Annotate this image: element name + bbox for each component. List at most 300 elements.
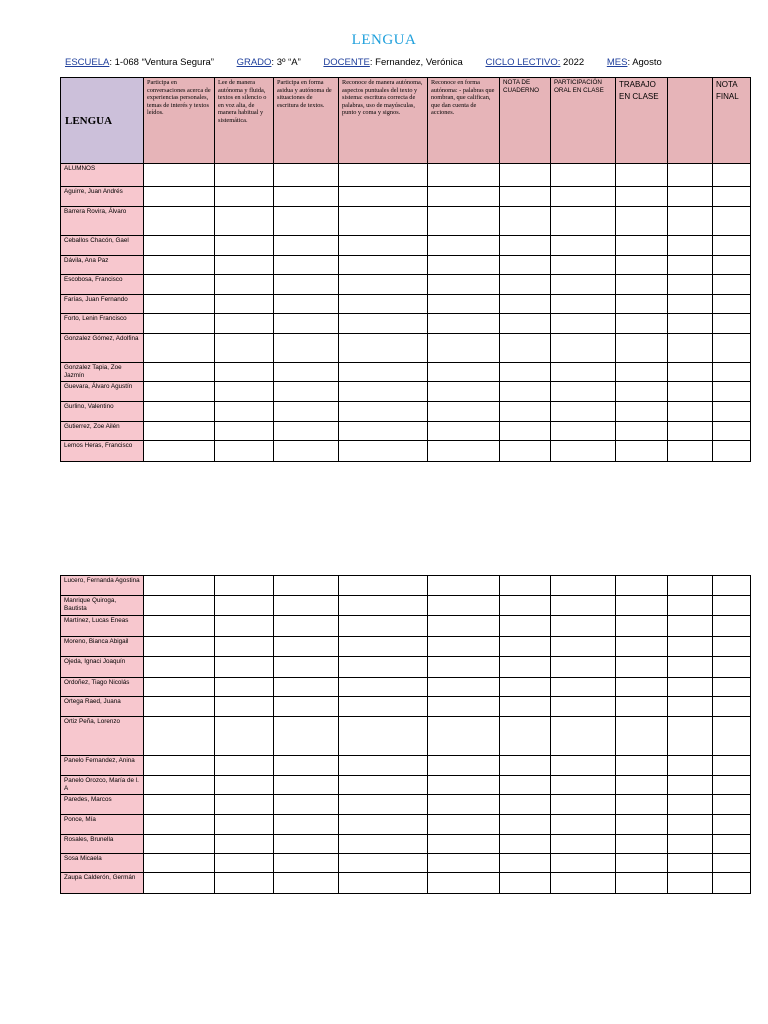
grade-cell[interactable] (551, 697, 616, 717)
grade-cell[interactable] (274, 576, 339, 596)
grade-cell[interactable] (339, 236, 428, 256)
student-row (61, 382, 751, 402)
grade-cell[interactable] (551, 717, 616, 756)
grade-cell[interactable] (274, 314, 339, 334)
grade-cell[interactable] (668, 873, 713, 894)
grade-cell[interactable] (668, 596, 713, 616)
grade-cell[interactable] (215, 873, 274, 894)
grade-cell[interactable] (144, 576, 215, 596)
grade-cell[interactable] (428, 314, 500, 334)
grade-cell[interactable] (144, 295, 215, 314)
grade-cell[interactable] (551, 854, 616, 873)
grade-cell[interactable] (144, 236, 215, 256)
year-value: 2022 (560, 57, 585, 68)
grade-cell[interactable] (616, 717, 668, 756)
grade-cell[interactable] (713, 422, 751, 441)
grade-cell[interactable] (500, 275, 551, 295)
grade-cell[interactable] (428, 776, 500, 795)
grade-cell[interactable] (274, 756, 339, 776)
grade-cell[interactable] (500, 697, 551, 717)
grade-cell[interactable] (668, 334, 713, 363)
grade-cell[interactable] (144, 697, 215, 717)
grade-cell[interactable] (500, 441, 551, 462)
grade-cell[interactable] (215, 835, 274, 854)
grade-cell[interactable] (144, 776, 215, 795)
grade-cell[interactable] (274, 776, 339, 795)
grade-cell[interactable] (713, 776, 751, 795)
grade-cell[interactable] (339, 835, 428, 854)
column-header: PARTICIPACIÓN ORAL EN CLASE (551, 78, 616, 164)
grade-cell[interactable] (551, 873, 616, 894)
grade-cell[interactable] (500, 776, 551, 795)
alumnos-row (61, 164, 751, 187)
grade-cell[interactable] (616, 637, 668, 657)
grade-cell[interactable] (428, 295, 500, 314)
grade-cell[interactable] (500, 207, 551, 236)
grade-cell[interactable] (274, 873, 339, 894)
grade-cell[interactable] (616, 441, 668, 462)
grade-cell[interactable] (339, 873, 428, 894)
grade-cell[interactable] (144, 314, 215, 334)
grade-cell[interactable] (616, 873, 668, 894)
grade-cell[interactable] (144, 382, 215, 402)
grade-cell[interactable] (713, 576, 751, 596)
grade-cell[interactable] (428, 678, 500, 697)
student-row (61, 795, 751, 815)
student-name: Lemos Heras, Francisco (61, 441, 144, 462)
grade-cell[interactable] (428, 697, 500, 717)
grade-cell[interactable] (215, 795, 274, 815)
grade-cell[interactable] (500, 657, 551, 678)
grade-cell[interactable] (500, 402, 551, 422)
month-label: MES (606, 57, 628, 68)
grade-cell[interactable] (339, 657, 428, 678)
grade-cell[interactable] (215, 717, 274, 756)
grade-cell[interactable] (339, 576, 428, 596)
grade-cell[interactable] (274, 256, 339, 275)
grade-cell[interactable] (215, 314, 274, 334)
grade-cell[interactable] (551, 422, 616, 441)
grade-cell[interactable] (274, 678, 339, 697)
grade-cell[interactable] (713, 275, 751, 295)
grade-cell[interactable] (668, 207, 713, 236)
grade-cell[interactable] (668, 678, 713, 697)
grade-cell[interactable] (428, 616, 500, 637)
grade-cell[interactable] (428, 815, 500, 835)
grade-cell[interactable] (551, 576, 616, 596)
grade-cell[interactable] (339, 596, 428, 616)
grade-cell[interactable] (713, 402, 751, 422)
grade-cell[interactable] (500, 256, 551, 275)
grade-cell[interactable] (274, 854, 339, 873)
grade-cell[interactable] (274, 187, 339, 207)
grade-cell[interactable] (215, 334, 274, 363)
grade-cell[interactable] (339, 382, 428, 402)
grade-cell[interactable] (551, 334, 616, 363)
grade-cell[interactable] (668, 382, 713, 402)
student-name: Escobosa, Francisco (61, 275, 144, 295)
student-name: Ortega Raed, Juana (61, 697, 144, 717)
grade-cell[interactable] (616, 422, 668, 441)
grade-cell[interactable] (500, 815, 551, 835)
grade-cell[interactable] (616, 382, 668, 402)
grade-cell[interactable] (339, 815, 428, 835)
grade-cell[interactable] (274, 363, 339, 382)
grade-cell[interactable] (500, 616, 551, 637)
grade-cell[interactable] (339, 402, 428, 422)
grade-cell[interactable] (215, 402, 274, 422)
grade-cell[interactable] (215, 422, 274, 441)
grade-cell[interactable] (339, 637, 428, 657)
grade-cell[interactable] (551, 402, 616, 422)
grade-cell[interactable] (500, 422, 551, 441)
grade-cell[interactable] (616, 236, 668, 256)
grade-cell[interactable] (144, 637, 215, 657)
grade-cell[interactable] (551, 616, 616, 637)
grade-cell[interactable] (551, 256, 616, 275)
grade-cell[interactable] (668, 402, 713, 422)
grade-cell[interactable] (428, 835, 500, 854)
grade-cell[interactable] (428, 275, 500, 295)
grade-cell[interactable] (274, 795, 339, 815)
grade-cell[interactable] (428, 576, 500, 596)
grade-cell[interactable] (274, 596, 339, 616)
grade-cell[interactable] (339, 275, 428, 295)
grade-cell[interactable] (713, 835, 751, 854)
grade-cell[interactable] (339, 795, 428, 815)
grade-cell[interactable] (668, 756, 713, 776)
grade-cell[interactable] (713, 616, 751, 637)
grade-cell[interactable] (616, 678, 668, 697)
page-title: LENGUA (351, 32, 417, 48)
grade-cell[interactable] (616, 815, 668, 835)
grade-cell[interactable] (274, 616, 339, 637)
grade-cell[interactable] (339, 422, 428, 441)
grade-cell[interactable] (274, 835, 339, 854)
grade-cell[interactable] (616, 835, 668, 854)
student-name: Gurlino, Valentino (61, 402, 144, 422)
grade-cell[interactable] (339, 441, 428, 462)
grade-cell[interactable] (428, 756, 500, 776)
grade-cell[interactable] (500, 596, 551, 616)
grade-cell[interactable] (500, 873, 551, 894)
student-name: Dávila, Ana Paz (61, 256, 144, 275)
grade-cell[interactable] (616, 697, 668, 717)
grade-cell[interactable] (668, 776, 713, 795)
grade-cell[interactable] (500, 295, 551, 314)
grade-cell[interactable] (339, 717, 428, 756)
grade-cell[interactable] (616, 576, 668, 596)
column-header: Participa en conversaciones acerca de experiencias personales, temas de interés y textos leídos. (144, 78, 215, 164)
grade-cell[interactable] (144, 334, 215, 363)
grade-cell[interactable] (713, 207, 751, 236)
grade-cell[interactable] (215, 776, 274, 795)
grade-cell[interactable] (215, 441, 274, 462)
grade-cell[interactable] (668, 795, 713, 815)
grade-cell[interactable] (215, 697, 274, 717)
grade-cell[interactable] (339, 314, 428, 334)
grade-cell[interactable] (616, 854, 668, 873)
grade-cell[interactable] (668, 717, 713, 756)
grade-cell[interactable] (144, 756, 215, 776)
grade-cell[interactable] (668, 236, 713, 256)
grade-cell[interactable] (215, 256, 274, 275)
grade-cell[interactable] (339, 756, 428, 776)
grade-cell[interactable] (616, 187, 668, 207)
info-line (65, 57, 755, 68)
grade-cell[interactable] (500, 187, 551, 207)
grade-cell[interactable] (144, 854, 215, 873)
grade-cell[interactable] (616, 776, 668, 795)
grade-cell[interactable] (551, 795, 616, 815)
grade-cell[interactable] (339, 697, 428, 717)
grade-cell[interactable] (713, 187, 751, 207)
grade-cell[interactable] (616, 314, 668, 334)
grade-cell[interactable] (428, 637, 500, 657)
grade-cell[interactable] (713, 637, 751, 657)
grade-cell[interactable] (215, 756, 274, 776)
grade-cell[interactable] (500, 795, 551, 815)
grade-cell[interactable] (339, 334, 428, 363)
grade-cell[interactable] (616, 402, 668, 422)
grade-cell[interactable] (551, 776, 616, 795)
grade-cell[interactable] (144, 835, 215, 854)
grade-cell[interactable] (713, 382, 751, 402)
grade-cell[interactable] (215, 207, 274, 236)
grade-cell[interactable] (428, 382, 500, 402)
grade-cell[interactable] (274, 657, 339, 678)
grade-cell[interactable] (274, 637, 339, 657)
grade-cell[interactable] (144, 402, 215, 422)
grade-cell[interactable] (616, 657, 668, 678)
grade-cell[interactable] (551, 207, 616, 236)
grade-cell[interactable] (274, 717, 339, 756)
grade-cell[interactable] (215, 187, 274, 207)
grade-cell[interactable] (616, 334, 668, 363)
grade-cell[interactable] (144, 717, 215, 756)
grade-cell[interactable] (713, 256, 751, 275)
grade-cell[interactable] (500, 854, 551, 873)
grade-cell[interactable] (144, 363, 215, 382)
grade-cell[interactable] (144, 678, 215, 697)
grade-cell[interactable] (668, 657, 713, 678)
student-row (61, 207, 751, 236)
grade-cell[interactable] (144, 815, 215, 835)
grade-cell[interactable] (274, 697, 339, 717)
grade-cell[interactable] (551, 596, 616, 616)
grade-cell[interactable] (215, 236, 274, 256)
grade-cell[interactable] (616, 616, 668, 637)
grade-cell[interactable] (339, 256, 428, 275)
grade-cell[interactable] (428, 795, 500, 815)
grade-cell[interactable] (551, 441, 616, 462)
grade-cell[interactable] (713, 678, 751, 697)
grade-cell[interactable] (428, 256, 500, 275)
grade-cell[interactable] (500, 576, 551, 596)
grade-cell[interactable] (500, 678, 551, 697)
grade-cell[interactable] (551, 187, 616, 207)
grade-cell[interactable] (215, 678, 274, 697)
grade-cell[interactable] (339, 678, 428, 697)
grade-cell[interactable] (713, 334, 751, 363)
grades-table-page2 (60, 575, 751, 894)
grade-cell[interactable] (668, 616, 713, 637)
grade-cell[interactable] (616, 207, 668, 236)
grade-cell[interactable] (215, 382, 274, 402)
student-name: Gutierrez, Zoe Ailén (61, 422, 144, 441)
grade-cell[interactable] (215, 576, 274, 596)
grade-cell[interactable] (500, 334, 551, 363)
grade-cell[interactable] (500, 717, 551, 756)
grade-cell[interactable] (551, 295, 616, 314)
grade-cell[interactable] (668, 441, 713, 462)
grade-cell[interactable] (551, 637, 616, 657)
grade-cell[interactable] (274, 295, 339, 314)
grade-cell[interactable] (713, 815, 751, 835)
grade-cell[interactable] (551, 382, 616, 402)
grade-cell[interactable] (274, 422, 339, 441)
grade-cell[interactable] (616, 756, 668, 776)
grade-cell[interactable] (144, 256, 215, 275)
grade-cell[interactable] (551, 236, 616, 256)
grade-cell[interactable] (668, 314, 713, 334)
grade-cell[interactable] (713, 717, 751, 756)
grade-cell[interactable] (274, 402, 339, 422)
grade-cell[interactable] (339, 207, 428, 236)
grade-cell[interactable] (144, 275, 215, 295)
grade-cell[interactable] (551, 314, 616, 334)
column-header: NOTA DE CUADERNO (500, 78, 551, 164)
grade-cell[interactable] (616, 596, 668, 616)
grade-cell[interactable] (144, 795, 215, 815)
grade-cell[interactable] (668, 256, 713, 275)
grade-cell[interactable] (668, 576, 713, 596)
grade-cell[interactable] (339, 187, 428, 207)
grade-cell[interactable] (428, 402, 500, 422)
grade-cell[interactable] (274, 207, 339, 236)
grade-cell[interactable] (339, 616, 428, 637)
grade-cell[interactable] (551, 657, 616, 678)
grade-cell[interactable] (668, 295, 713, 314)
grade-cell[interactable] (500, 756, 551, 776)
grade-cell[interactable] (215, 616, 274, 637)
grade-cell[interactable] (551, 363, 616, 382)
grade-cell[interactable] (551, 275, 616, 295)
grade-cell[interactable] (144, 422, 215, 441)
grade-cell[interactable] (339, 854, 428, 873)
grade-cell[interactable] (551, 835, 616, 854)
grade-cell[interactable] (668, 422, 713, 441)
grade-cell[interactable] (428, 236, 500, 256)
grade-cell[interactable] (144, 873, 215, 894)
grade-value: : 3º “A” (271, 57, 301, 68)
grade-cell[interactable] (274, 382, 339, 402)
grade-cell[interactable] (144, 657, 215, 678)
grade-cell[interactable] (668, 835, 713, 854)
grade-cell[interactable] (215, 295, 274, 314)
grade-cell[interactable] (713, 854, 751, 873)
grade-cell[interactable] (616, 363, 668, 382)
grade-cell[interactable] (616, 275, 668, 295)
grade-cell[interactable] (713, 295, 751, 314)
grade-cell[interactable] (339, 776, 428, 795)
grade-cell[interactable] (144, 441, 215, 462)
grade-cell[interactable] (428, 441, 500, 462)
grade-cell[interactable] (428, 854, 500, 873)
grade-cell[interactable] (500, 236, 551, 256)
grade-cell[interactable] (500, 637, 551, 657)
grade-cell[interactable] (215, 596, 274, 616)
grade-cell[interactable] (668, 854, 713, 873)
grade-cell[interactable] (428, 717, 500, 756)
grade-cell[interactable] (713, 236, 751, 256)
grade-cell[interactable] (551, 815, 616, 835)
grade-cell[interactable] (668, 275, 713, 295)
grade-cell[interactable] (339, 295, 428, 314)
grade-cell[interactable] (274, 275, 339, 295)
grade-cell[interactable] (144, 207, 215, 236)
grade-cell[interactable] (616, 256, 668, 275)
grade-cell[interactable] (713, 795, 751, 815)
grade-cell[interactable] (668, 637, 713, 657)
grade-cell[interactable] (713, 873, 751, 894)
grade-cell[interactable] (144, 596, 215, 616)
grade-cell[interactable] (428, 363, 500, 382)
grade-cell[interactable] (144, 187, 215, 207)
grade-cell[interactable] (215, 363, 274, 382)
grade-cell[interactable] (428, 334, 500, 363)
grade-cell[interactable] (668, 815, 713, 835)
grade-cell[interactable] (215, 815, 274, 835)
grade-cell[interactable] (215, 637, 274, 657)
grade-cell[interactable] (713, 697, 751, 717)
grade-cell[interactable] (668, 363, 713, 382)
grade-cell[interactable] (274, 236, 339, 256)
grade-cell[interactable] (428, 873, 500, 894)
grade-cell[interactable] (713, 363, 751, 382)
grade-cell[interactable] (551, 756, 616, 776)
grade-cell[interactable] (215, 854, 274, 873)
grade-cell[interactable] (215, 275, 274, 295)
grade-cell[interactable] (713, 441, 751, 462)
grade-cell[interactable] (428, 596, 500, 616)
grade-cell[interactable] (144, 616, 215, 637)
grade-cell[interactable] (668, 697, 713, 717)
grade-cell[interactable] (713, 314, 751, 334)
grade-cell[interactable] (274, 334, 339, 363)
grade-cell[interactable] (616, 795, 668, 815)
grade-cell[interactable] (500, 363, 551, 382)
grade-cell[interactable] (500, 382, 551, 402)
grade-cell[interactable] (551, 678, 616, 697)
grade-cell[interactable] (668, 187, 713, 207)
grade-cell[interactable] (428, 422, 500, 441)
grade-cell[interactable] (215, 657, 274, 678)
grade-cell[interactable] (713, 596, 751, 616)
grade-cell[interactable] (339, 363, 428, 382)
grade-cell[interactable] (428, 207, 500, 236)
grade-cell[interactable] (428, 187, 500, 207)
grade-cell[interactable] (713, 657, 751, 678)
grade-cell[interactable] (616, 295, 668, 314)
grade-cell[interactable] (274, 815, 339, 835)
grade-cell[interactable] (500, 835, 551, 854)
grade-cell[interactable] (274, 441, 339, 462)
grade-cell[interactable] (500, 314, 551, 334)
grade-cell[interactable] (428, 657, 500, 678)
student-name: Aguirre, Juan Andrés (61, 187, 144, 207)
grade-cell[interactable] (713, 756, 751, 776)
